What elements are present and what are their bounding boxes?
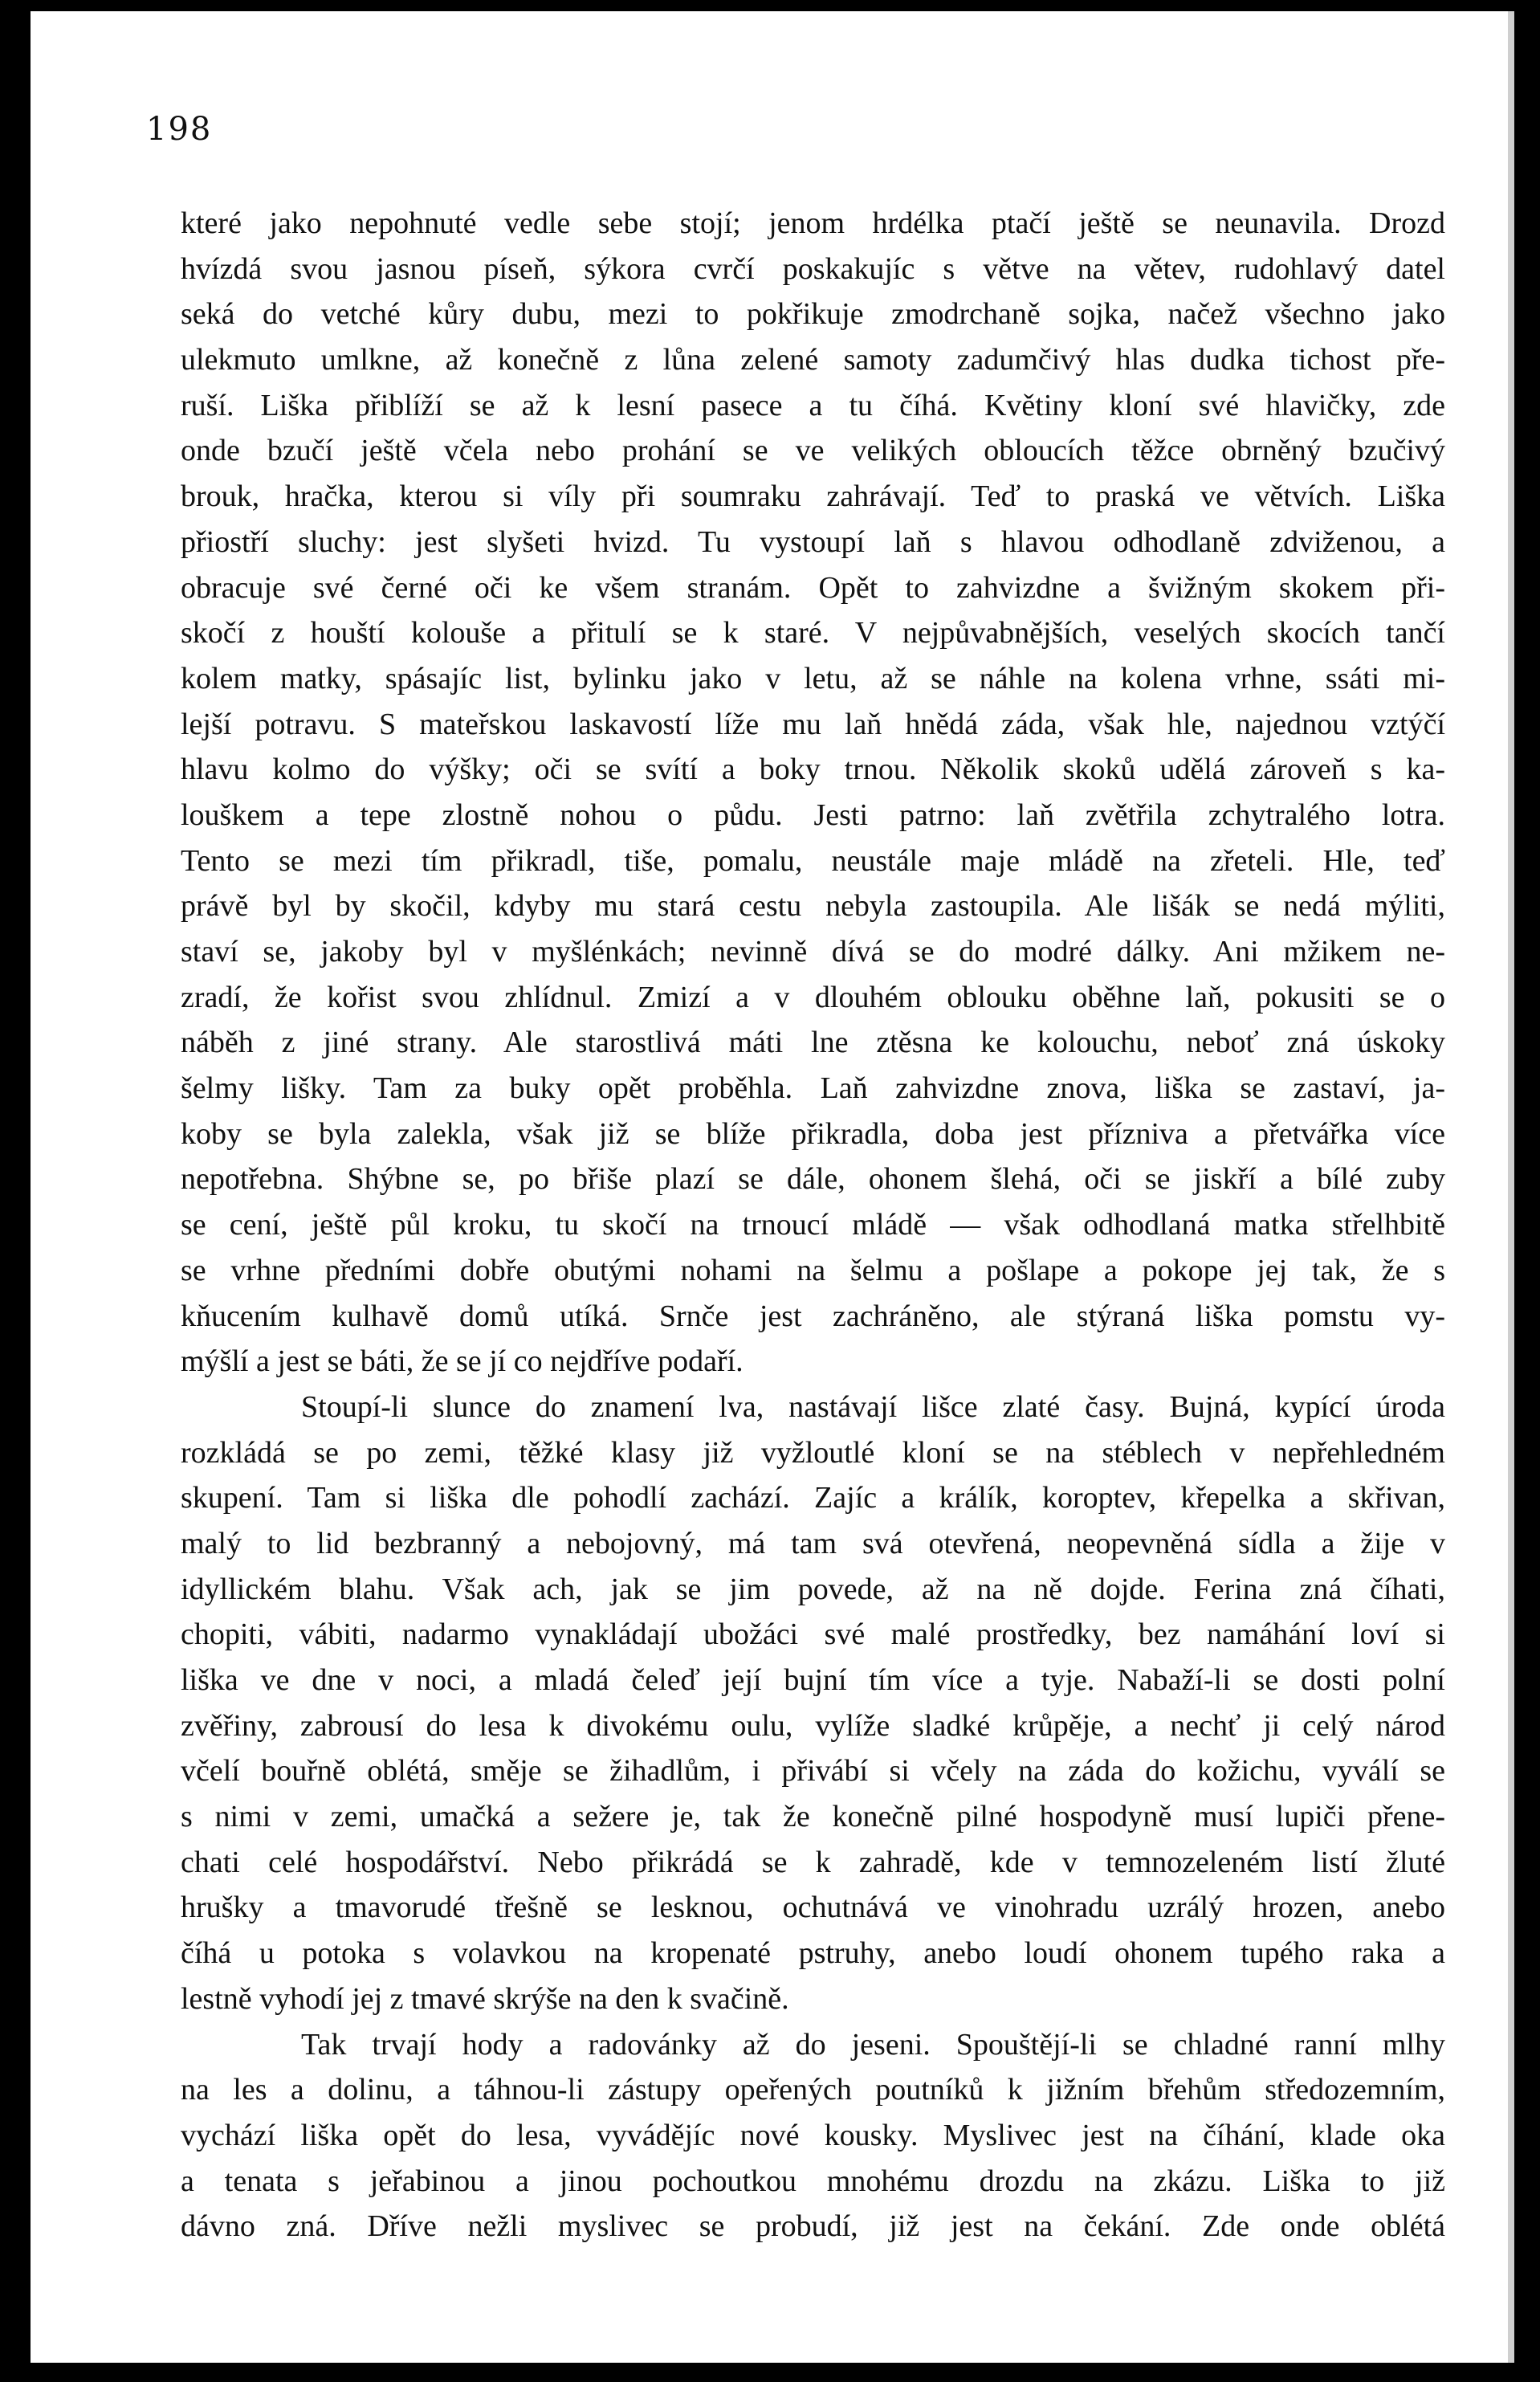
text-line: hrušky a tmavorudé třešně se lesknou, ochutnává ve vinohradu uzrálý hrozen, anebo — [181, 1891, 1445, 1925]
text-line: kňucením kulhavě domů utíká. Srnče jest zachráněno, ale stýraná liška pomstu vy- — [181, 1299, 1445, 1333]
text-line: na les a dolinu, a táhnou-li zástupy opeřených poutníků k jižním břehům středozemním, — [181, 2073, 1445, 2107]
text-line: které jako nepohnuté vedle sebe stojí; jenom hrdélka ptačí ještě se neunavila. Drozd — [181, 206, 1445, 240]
text-line: skočí z houští kolouše a přitulí se k staré. V nejpůvabnějších, veselých skocích tančí — [181, 616, 1445, 651]
text-line: Stoupí-li slunce do znamení lva, nastávají lišce zlaté časy. Bujná, kypící úroda — [301, 1389, 1445, 1424]
text-line: zvěřiny, zabrousí do lesa k divokému oulu, vylíže sladké krůpěje, a nechť ji celý národ — [181, 1708, 1445, 1743]
text-line: náběh z jiné strany. Ale starostlivá máti lne ztěsna ke kolouchu, neboť zná úskoky — [181, 1026, 1445, 1060]
text-line: ruší. Liška přiblíží se až k lesní pasece a tu číhá. Květiny kloní své hlavičky, zde — [181, 388, 1445, 422]
text-line: s nimi v zemi, umačká a sežere je, tak že konečně pilné hospodyně musí lupiči přene- — [181, 1800, 1445, 1834]
text-line: lestně vyhodí jej z tmavé skrýše na den k svačině. — [181, 1981, 789, 2016]
text-line: louškem a tepe zlostně nohou o půdu. Jesti patrno: laň zvětřila zchytralého lotra. — [181, 797, 1445, 832]
text-line: dávno zná. Dříve nežli myslivec se probudí, již jest na čekání. Zde onde oblétá — [181, 2209, 1445, 2244]
text-line: včelí bouřně oblétá, směje se žihadlům, i přivábí si včely na záda do kožichu, vyválí se — [181, 1754, 1445, 1789]
text-line: onde bzučí ještě včela nebo prohání se ve velikých obloucích těžce obrněný bzučivý — [181, 434, 1445, 468]
text-line: seká do vetché kůry dubu, mezi to pokřikuje zmodrchaně sojka, načež všechno jako — [181, 297, 1445, 332]
text-line: idyllickém blahu. Však ach, jak se jim povede, až na ně dojde. Ferina zná číhati, — [181, 1572, 1445, 1606]
text-line: se cení, ještě půl kroku, tu skočí na trnoucí mládě — však odhodlaná matka střelhbitě — [181, 1208, 1445, 1242]
text-line: a tenata s jeřabinou a jinou pochoutkou mnohému drozdu na zkázu. Liška to již — [181, 2164, 1445, 2198]
text-line: nepotřebna. Shýbne se, po břiše plazí se dále, ohonem šlehá, oči se jiskří a bílé zuby — [181, 1162, 1445, 1197]
text-line: Tento se mezi tím přikradl, tiše, pomalu, neustále maje mládě na zřeteli. Hle, teď — [181, 843, 1445, 878]
page-number: 198 — [146, 111, 213, 148]
text-line: číhá u potoka s volavkou na kropenaté pstruhy, anebo loudí ohonem tupého raka a — [181, 1936, 1445, 1971]
text-line: mýšlí a jest se báti, že se jí co nejdříve podaří. — [181, 1344, 744, 1379]
text-line: skupení. Tam si liška dle pohodlí zachází. Zajíc a králík, koroptev, křepelka a skřivan, — [181, 1481, 1445, 1515]
text-line: šelmy lišky. Tam za buky opět proběhla. Laň zahvizdne znova, liška se zastaví, ja- — [181, 1071, 1445, 1106]
body-text — [181, 201, 1445, 2249]
text-line: Tak trvají hody a radovánky až do jeseni. Spouštějí-li se chladné ranní mlhy — [301, 2027, 1445, 2062]
text-line: koby se byla zalekla, však již se blíže přikradla, doba jest přízniva a přetvářka více — [181, 1116, 1445, 1151]
text-line: vychází liška opět do lesa, vyvádějíc nové kousky. Myslivec jest na číhání, klade oka — [181, 2118, 1445, 2152]
text-line: hlavu kolmo do výšky; oči se svítí a boky trnou. Několik skoků udělá zároveň s ka- — [181, 753, 1445, 787]
text-line: hvízdá svou jasnou píseň, sýkora cvrčí poskakujíc s větve na větev, rudohlavý datel — [181, 251, 1445, 286]
text-line: chopiti, vábiti, nadarmo vynakládají ubožáci své malé prostředky, bez namáhání loví si — [181, 1617, 1445, 1652]
text-line: staví se, jakoby byl v myšlénkách; nevinně dívá se do modré dálky. Ani mžikem ne- — [181, 935, 1445, 969]
text-line: zradí, že kořist svou zhlídnul. Zmizí a v dlouhém oblouku oběhne laň, pokusiti se o — [181, 980, 1445, 1014]
text-line: obracuje své černé oči ke všem stranám. Opět to zahvizdne a švižným skokem při- — [181, 570, 1445, 605]
text-line: ulekmuto umlkne, až konečně z lůna zelené samoty zadumčivý hlas dudka tichost pře- — [181, 343, 1445, 377]
text-line: kolem matky, spásajíc list, bylinku jako v letu, až se náhle na kolena vrhne, ssáti mi- — [181, 661, 1445, 695]
text-line: liška ve dne v noci, a mladá čeleď její bujní tím více a tyje. Nabaží-li se dosti polní — [181, 1663, 1445, 1697]
text-line: malý to lid bezbranný a nebojovný, má tam svá otevřená, neopevněná sídla a žije v — [181, 1526, 1445, 1560]
text-line: brouk, hračka, kterou si víly při soumraku zahrávají. Teď to praská ve větvích. Liška — [181, 479, 1445, 514]
text-line: rozkládá se po zemi, těžké klasy již vyžloutlé kloní se na stéblech v nepřehledném — [181, 1435, 1445, 1470]
page-edge-strip — [1508, 11, 1514, 2363]
text-line: právě byl by skočil, kdyby mu stará cestu nebyla zastoupila. Ale lišák se nedá mýliti, — [181, 889, 1445, 924]
text-line: přiostří sluchy: jest slyšeti hvizd. Tu vystoupí laň s hlavou odhodlaně zdviženou, a — [181, 524, 1445, 559]
text-line: chati celé hospodářství. Nebo přikrádá se k zahradě, kde v temnozeleném listí žluté — [181, 1845, 1445, 1879]
text-line: lejší potravu. S mateřskou laskavostí líže mu laň hnědá záda, však hle, najednou vztýčí — [181, 707, 1445, 741]
text-line: se vrhne předními dobře obutými nohami na šelmu a pošlape a pokope jej tak, že s — [181, 1253, 1445, 1287]
